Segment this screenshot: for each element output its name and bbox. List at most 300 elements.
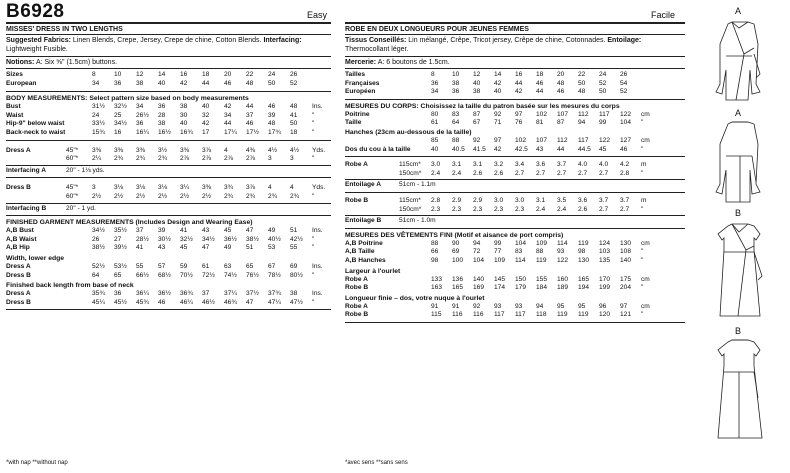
table-cell: 47¼ — [268, 298, 281, 306]
row-label: Bust — [6, 103, 21, 111]
table-cell: 103 — [599, 248, 611, 256]
table-cell: 91 — [452, 302, 460, 310]
table-row — [6, 272, 326, 281]
width-title: Width, lower edge — [6, 254, 65, 262]
table-cell: 66 — [431, 248, 439, 256]
table-cell: 45 — [599, 145, 607, 153]
body-measurements-title: BODY MEASUREMENTS: Select pattern size based on body measurements — [6, 95, 249, 103]
sketch-label-a2: A — [735, 108, 742, 118]
row-label: Robe A — [345, 302, 368, 310]
dress-a-front-sketch — [692, 14, 790, 114]
table-cell: 24 — [92, 111, 100, 119]
table-cell: 117 — [599, 110, 610, 118]
table-cell: 50 — [290, 120, 298, 128]
table-cell: 18 — [290, 128, 298, 136]
row-label — [345, 137, 431, 146]
table-cell: 3⅛ — [158, 184, 168, 192]
table-cell: 26½ — [136, 111, 149, 119]
table-cell: 114 — [515, 256, 526, 264]
table-cell: 3.6 — [578, 196, 588, 204]
table-cell: cm — [641, 275, 650, 283]
table-cell: 34 — [431, 88, 439, 96]
table-cell: 4½ — [268, 146, 278, 154]
table-cell: 51cm - 1.1m — [399, 181, 436, 189]
table-cell: 179 — [515, 284, 527, 292]
table-cell: 145 — [494, 275, 506, 283]
table-cell: 20" - 1⅛ yds. — [66, 166, 105, 174]
dress-b-back-sketch — [692, 334, 790, 454]
table-row — [345, 206, 651, 215]
header-row-fr — [345, 0, 685, 22]
row-label: A,B Waist — [6, 235, 37, 243]
table-row — [6, 193, 326, 202]
garment-sketches — [692, 0, 790, 473]
table-cell: 140 — [620, 256, 632, 264]
table-cell: 43 — [202, 227, 210, 235]
table-cell: 122 — [620, 110, 632, 118]
table-cell: 3⅜ — [92, 146, 102, 154]
table-cell: 199 — [599, 284, 611, 292]
table-cell: 30½ — [158, 235, 171, 243]
table-cell: 48 — [557, 79, 565, 87]
table-cell: 36½ — [158, 290, 171, 298]
table-cell: Ins. — [312, 103, 323, 111]
table-cell: 50 — [578, 79, 586, 87]
table-cell: 3.0 — [494, 196, 504, 204]
table-cell: 98 — [431, 256, 439, 264]
table-cell: 59 — [180, 262, 188, 270]
entoilage-a-table — [345, 181, 599, 190]
table-cell: 53½ — [114, 262, 127, 270]
table-cell: 2⅞ — [202, 155, 212, 163]
table-cell: 38 — [473, 88, 481, 96]
table-row — [6, 244, 326, 253]
table-cell: 16 — [180, 71, 188, 78]
row-label: Dress B — [6, 184, 31, 192]
table-cell: 109 — [494, 256, 506, 264]
dress-a-back-sketch — [692, 116, 790, 216]
table-cell: 39 — [158, 227, 166, 235]
table-cell: 38½ — [246, 235, 259, 243]
table-cell: 117 — [578, 136, 589, 144]
english-column — [6, 0, 331, 310]
table-cell: 170 — [599, 275, 611, 283]
table-cell: 174 — [494, 284, 506, 292]
table-cell: 92 — [494, 110, 502, 118]
table-cell: 34 — [136, 103, 144, 111]
table-cell: 41.5 — [473, 145, 486, 153]
table-cell: 44 — [536, 88, 544, 96]
table-cell: 46 — [557, 88, 565, 96]
table-cell: 44 — [515, 79, 523, 87]
table-cell: 109 — [536, 239, 548, 247]
table-cell: 35¾ — [92, 290, 105, 298]
table-cell: 46½ — [202, 298, 215, 306]
tissus-line: Tissus Conseillés: Lin mélangé, Crêpe, Tricot jersey, Crêpe de chine, Cotonnades. Entoilage: — [345, 37, 642, 44]
dress-b-front-sketch — [692, 216, 790, 326]
row-label: A,B Hanches — [345, 256, 386, 264]
table-cell: " — [312, 155, 315, 163]
row-label: Dress B — [6, 271, 31, 279]
table-cell: 4.0 — [578, 161, 588, 169]
table-cell: 40.5 — [452, 145, 465, 153]
table-cell: 26 — [290, 71, 298, 78]
table-cell: " — [641, 256, 644, 264]
body-measurements-table — [6, 103, 326, 137]
entoilage-b-table — [345, 217, 599, 226]
row-label: Européen — [345, 88, 376, 96]
table-cell: 45"* — [66, 146, 79, 154]
table-cell: 107 — [557, 110, 569, 118]
robe-a-metrage-table — [345, 161, 651, 178]
table-cell: 76½ — [246, 271, 259, 279]
table-cell: 2.4 — [536, 205, 546, 213]
table-cell: 57 — [158, 262, 166, 270]
table-cell: 51cm - 1.0m — [399, 217, 436, 225]
table-cell: 124 — [599, 239, 611, 247]
table-cell: " — [641, 205, 644, 213]
table-cell: 80½ — [290, 271, 303, 279]
table-cell: 122 — [557, 256, 569, 264]
table-cell: 3⅞ — [202, 146, 212, 154]
table-row — [6, 299, 326, 308]
row-label — [6, 193, 66, 202]
table-cell: 74½ — [224, 271, 237, 279]
table-cell: 48 — [268, 120, 276, 128]
row-label: Entoilage B — [345, 217, 382, 225]
row-label: Robe A — [345, 275, 368, 283]
table-cell: 2.7 — [515, 169, 525, 177]
row-label: Tailles — [345, 71, 366, 78]
table-cell: " — [312, 235, 315, 243]
table-cell: 4⅜ — [246, 146, 256, 154]
table-cell: 114 — [557, 239, 568, 247]
longueur-title: Longueur finie – dos, votre nuque à l'ourlet — [345, 294, 485, 302]
table-cell: " — [312, 298, 315, 306]
row-label: Poitrine — [345, 110, 370, 118]
english-footnote: *with nap **without nap — [6, 460, 68, 466]
table-cell: 50 — [268, 79, 276, 87]
table-row — [345, 137, 655, 146]
table-cell: cm — [641, 110, 650, 118]
table-cell: 104 — [515, 239, 527, 247]
french-column — [345, 0, 685, 323]
table-cell: 118 — [536, 311, 547, 319]
table-cell: 46 — [620, 145, 628, 153]
table-cell: 36 — [431, 79, 439, 87]
table-cell: 116 — [452, 311, 463, 319]
table-cell: 42 — [224, 103, 232, 111]
table-cell: 42 — [515, 88, 523, 96]
table-cell: 48 — [578, 88, 586, 96]
table-cell: 4.2 — [620, 161, 630, 169]
table-cell: 2.7 — [620, 205, 630, 213]
table-cell: 4½ — [290, 146, 300, 154]
table-cell: 36 — [114, 79, 122, 87]
table-cell: 3⅜ — [202, 184, 212, 192]
table-cell: 2¾ — [114, 155, 124, 163]
interfacing-line: Lightweight Fusible. — [6, 46, 68, 53]
table-cell: 26 — [92, 235, 100, 243]
table-cell: 27 — [114, 235, 122, 243]
length-table — [6, 290, 326, 307]
table-cell: 44 — [224, 120, 232, 128]
finished-measurements-title: FINISHED GARMENT MEASUREMENTS (Includes Design and Wearing Ease) — [6, 219, 253, 227]
table-cell: 108 — [620, 248, 632, 256]
table-cell: 2.4 — [452, 169, 462, 177]
table-cell: 99 — [599, 119, 607, 127]
table-cell: 3.7 — [620, 196, 630, 204]
table-cell: 60"* — [66, 155, 79, 163]
table-cell: 22 — [578, 71, 586, 78]
table-cell: 33½ — [92, 120, 105, 128]
table-cell: 95 — [557, 302, 565, 310]
table-cell: 2.3 — [431, 205, 441, 213]
table-cell: 38 — [180, 103, 188, 111]
row-label: Back-neck to waist — [6, 128, 66, 136]
table-cell: 69 — [290, 262, 298, 270]
table-cell: 85 — [431, 136, 439, 144]
table-cell: 117 — [494, 311, 505, 319]
table-cell: 93 — [515, 302, 523, 310]
table-cell: 49 — [268, 227, 276, 235]
row-label: Hip-9" below waist — [6, 120, 65, 128]
table-cell: 77 — [494, 248, 502, 256]
table-cell: 32½ — [180, 235, 193, 243]
table-cell: 36 — [452, 88, 460, 96]
table-cell: 2.7 — [599, 169, 609, 177]
table-cell: 37 — [246, 111, 254, 119]
table-cell: 107 — [536, 136, 548, 144]
table-cell: 66½ — [136, 271, 149, 279]
table-cell: 10 — [452, 71, 460, 78]
largeur-title: Largeur à l'ourlet — [345, 267, 401, 275]
length-title: Finished back length from base of neck — [6, 282, 134, 290]
table-cell: 3.1 — [536, 196, 546, 204]
table-cell: 49 — [224, 244, 232, 252]
robe-b-metrage-table — [345, 197, 651, 214]
table-cell: 150cm* — [399, 205, 422, 213]
table-row — [6, 263, 326, 272]
table-cell: cm — [641, 239, 650, 247]
table-cell: 94 — [578, 119, 586, 127]
tailles-table — [345, 71, 641, 97]
difficulty-easy: Easy — [306, 10, 327, 20]
table-cell: 42.5 — [515, 145, 528, 153]
row-label: Dos du cou à la taille — [345, 145, 411, 153]
table-cell: 2.3 — [494, 205, 504, 213]
row-label: Robe A — [345, 161, 368, 169]
interfacing-a-table — [6, 167, 266, 176]
french-footnote: *avec sens **sans sens — [345, 460, 408, 466]
table-cell: 2.4 — [431, 169, 441, 177]
table-cell: 24 — [268, 71, 276, 78]
table-cell: 20 — [224, 71, 232, 78]
table-cell: 67 — [473, 119, 481, 127]
table-cell: 194 — [578, 284, 590, 292]
table-cell: 72½ — [202, 271, 215, 279]
table-cell: 40 — [494, 88, 502, 96]
table-cell: 45¼ — [92, 298, 105, 306]
mesures-vetements-title: MESURES DES VÊTEMENTS FINI (Motif et aisance de port compris) — [345, 231, 564, 239]
table-cell: 3.0 — [515, 196, 525, 204]
table-row — [345, 303, 655, 312]
table-cell: 42½ — [290, 235, 303, 243]
table-row — [345, 311, 655, 320]
table-cell: 53 — [268, 244, 276, 252]
table-cell: " — [641, 311, 644, 319]
width-table — [6, 263, 326, 280]
table-cell: 46 — [536, 79, 544, 87]
table-cell: 36¾ — [180, 290, 193, 298]
table-cell: 2.9 — [452, 196, 462, 204]
table-cell: 2¾ — [246, 192, 256, 200]
table-cell: " — [641, 169, 644, 177]
table-row — [6, 227, 326, 236]
table-cell: 31½ — [92, 103, 105, 111]
sketch-label-b1: B — [735, 208, 742, 218]
table-cell: 121 — [620, 311, 632, 319]
table-cell: 20 — [557, 71, 565, 78]
table-cell: " — [641, 248, 644, 256]
table-row — [345, 240, 655, 249]
table-cell: 4 — [290, 184, 294, 192]
hanches-table — [345, 137, 655, 154]
table-cell: 45½ — [114, 298, 127, 306]
row-label: Taille — [345, 119, 362, 127]
table-cell: 50 — [599, 88, 607, 96]
table-cell: 115cm* — [399, 161, 421, 169]
table-cell: 104 — [473, 256, 485, 264]
table-cell: 36¼ — [136, 290, 149, 298]
table-cell: 97 — [620, 302, 628, 310]
table-row — [345, 161, 651, 170]
table-cell: 52 — [620, 88, 628, 96]
table-cell: 46¾ — [224, 298, 237, 306]
table-cell: 119 — [536, 256, 547, 264]
table-row — [345, 257, 655, 266]
table-cell: 115cm* — [399, 196, 421, 204]
table-row — [6, 103, 326, 112]
table-row — [6, 290, 326, 299]
table-cell: " — [312, 271, 315, 279]
table-cell: 3⅜ — [114, 146, 124, 154]
table-cell: 34½ — [92, 227, 105, 235]
table-cell: 3.0 — [431, 161, 441, 169]
table-cell: 3¾ — [224, 184, 234, 192]
table-row — [6, 120, 326, 129]
table-row — [6, 236, 326, 245]
entoilage-line: Thermocollant léger. — [345, 46, 409, 53]
table-cell: 48 — [290, 103, 298, 111]
table-cell: 3⅜ — [136, 146, 146, 154]
table-cell: 46¼ — [180, 298, 193, 306]
table-cell: 48 — [246, 79, 254, 87]
table-cell: 61 — [202, 262, 210, 270]
table-cell: 40½ — [268, 235, 281, 243]
table-cell: 2¾ — [268, 192, 278, 200]
table-row — [6, 80, 312, 89]
table-cell: 17¼ — [224, 128, 237, 136]
table-cell: 93 — [557, 248, 565, 256]
row-label — [6, 155, 66, 164]
table-cell: 95 — [578, 302, 586, 310]
table-cell: 46 — [158, 298, 166, 306]
table-cell: 55 — [136, 262, 144, 270]
table-cell: 165 — [452, 284, 464, 292]
table-cell: 3.7 — [599, 196, 609, 204]
table-cell: 2.8 — [431, 196, 441, 204]
table-cell: 42 — [494, 79, 502, 87]
table-row — [345, 146, 655, 155]
table-row — [345, 88, 641, 97]
table-cell: 43 — [536, 145, 544, 153]
table-cell: 204 — [620, 284, 632, 292]
table-cell: 2.6 — [473, 169, 483, 177]
table-cell: 91 — [431, 302, 439, 310]
table-cell: 38 — [158, 120, 166, 128]
table-cell: 18 — [202, 71, 210, 78]
table-cell: 117 — [515, 311, 526, 319]
table-cell: 22 — [246, 71, 254, 78]
table-cell: 39½ — [114, 244, 127, 252]
table-cell: 92 — [473, 302, 481, 310]
table-cell: 163 — [431, 284, 443, 292]
table-cell: 88 — [431, 239, 439, 247]
table-cell: 3⅛ — [114, 184, 124, 192]
table-cell: m — [641, 161, 647, 169]
table-cell: 3.1 — [452, 161, 462, 169]
table-cell: 64 — [452, 119, 460, 127]
table-row — [6, 205, 266, 214]
table-cell: 52½ — [92, 262, 105, 270]
table-cell: 44.5 — [578, 145, 591, 153]
table-cell: 102 — [536, 110, 548, 118]
table-cell: 3.4 — [515, 161, 525, 169]
row-label: Sizes — [6, 71, 23, 78]
row-label: A,B Poitrine — [345, 239, 383, 247]
largeur-table — [345, 276, 655, 293]
table-cell: 38 — [290, 290, 298, 298]
table-cell: 94 — [536, 302, 544, 310]
table-cell: 34½ — [202, 235, 215, 243]
table-cell: 189 — [557, 284, 569, 292]
table-cell: 61 — [431, 119, 439, 127]
mercerie-line: Mercerie: A: 6 boutons de 1.5cm. — [345, 59, 450, 66]
table-cell: 47 — [246, 298, 254, 306]
table-cell: 88 — [536, 248, 544, 256]
table-cell: 45"* — [66, 184, 79, 192]
table-cell: 122 — [599, 136, 611, 144]
table-cell: 32½ — [114, 103, 127, 111]
table-cell: 2.6 — [494, 169, 504, 177]
table-cell: 88 — [452, 136, 460, 144]
table-cell: 37 — [202, 290, 210, 298]
pattern-code: B6928 — [6, 1, 65, 22]
table-cell: 25 — [114, 111, 122, 119]
table-row — [6, 167, 266, 176]
table-cell: 47 — [202, 244, 210, 252]
table-cell: 42 — [180, 79, 188, 87]
table-cell: 2½ — [158, 192, 168, 200]
table-cell: 41 — [290, 111, 298, 119]
table-cell: 3 — [268, 155, 272, 163]
table-cell: 100 — [452, 256, 464, 264]
table-cell: 16¾ — [180, 128, 193, 136]
table-cell: 68½ — [158, 271, 171, 279]
table-cell: 3½ — [158, 146, 168, 154]
table-cell: 2⅞ — [224, 155, 234, 163]
